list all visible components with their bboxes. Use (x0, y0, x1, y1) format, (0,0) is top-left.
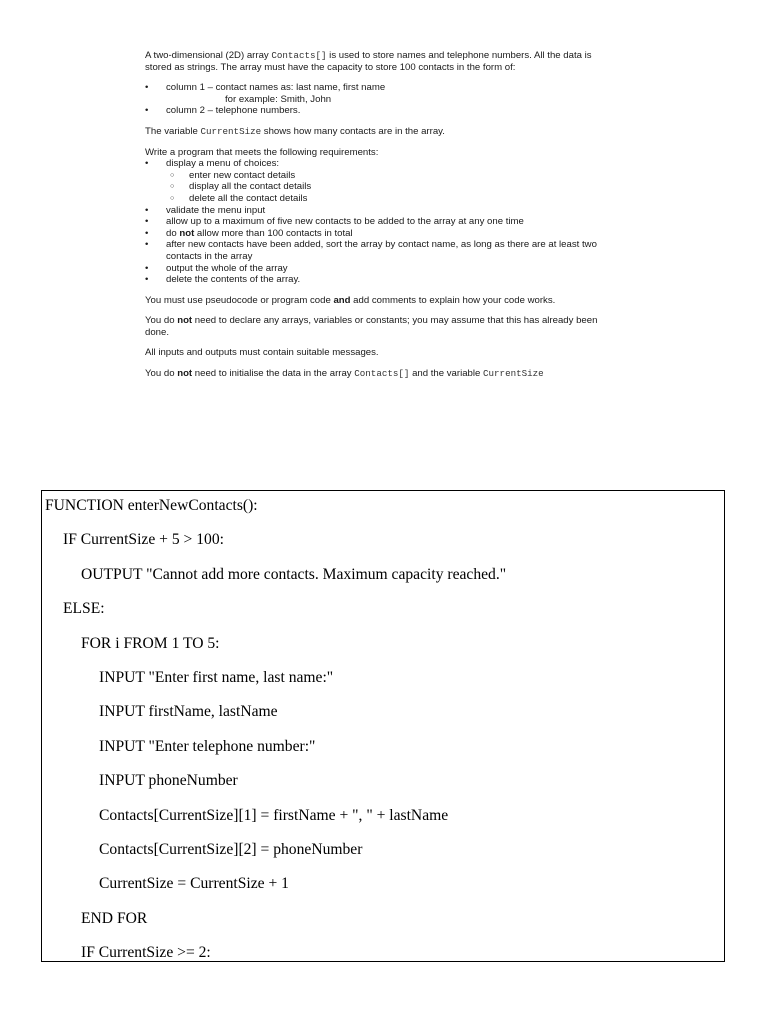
instruction-paragraph: You must use pseudocode or program code and add comments to explain how your code works. (145, 294, 556, 306)
variable-paragraph: The variable CurrentSize shows how many contacts are in the array. (145, 125, 445, 137)
requirements-list (145, 158, 615, 286)
instruction-paragraph: All inputs and outputs must contain suitable messages. (145, 347, 379, 359)
question-text (145, 50, 615, 389)
code-line: Contacts[CurrentSize][1] = firstName + ", " + lastName (99, 806, 449, 824)
list-item: ○ display all the contact details (166, 181, 615, 193)
instruction-paragraph: You do not need to initialise the data in the array Contacts[] and the variable CurrentSize (145, 368, 544, 380)
array-name: Contacts[] (271, 50, 327, 61)
requirements-intro: Write a program that meets the following requirements: (145, 146, 379, 158)
variable-name: CurrentSize (200, 125, 262, 137)
list-item: • after new contacts have been added, sort the array by contact name, as long as there are at least two contacts in the array (145, 239, 615, 262)
list-item: • column 2 – telephone numbers. (145, 105, 615, 117)
code-line: CurrentSize = CurrentSize + 1 (99, 875, 289, 893)
code-answer-box (41, 490, 725, 962)
list-item: ○ delete all the contact details (166, 193, 615, 205)
code-line: INPUT "Enter telephone number:" (99, 737, 316, 755)
code-line: IF CurrentSize + 5 > 100: (63, 531, 224, 549)
list-item: • column 1 – contact names as: last name, first name for example: Smith, John (145, 82, 615, 105)
code-line: INPUT "Enter first name, last name:" (99, 668, 334, 686)
instruction-paragraph: You do not need to declare any arrays, variables or constants; you may assume that this has already been done. (145, 315, 598, 338)
code-line: Contacts[CurrentSize][2] = phoneNumber (99, 840, 363, 858)
menu-choices-list (166, 170, 615, 205)
list-item: • display a menu of choices: ○ enter new contact details ○ display all the contact details ○ delete all the contact details (145, 158, 615, 204)
code-line: OUTPUT "Cannot add more contacts. Maximum capacity reached." (81, 565, 507, 583)
list-item: • delete the contents of the array. (145, 274, 615, 286)
code-line: IF CurrentSize >= 2: (81, 944, 211, 962)
code-line: FUNCTION enterNewContacts(): (45, 497, 258, 514)
columns-list (145, 82, 615, 117)
code-line: INPUT firstName, lastName (99, 703, 278, 721)
code-line: ELSE: (63, 600, 105, 618)
list-item: • allow up to a maximum of five new contacts to be added to the array at any one time (145, 216, 615, 228)
list-item: • output the whole of the array (145, 263, 615, 275)
array-name: Contacts[] (354, 368, 410, 380)
list-item: • do not allow more than 100 contacts in total (145, 228, 615, 240)
list-item: • validate the menu input (145, 205, 615, 217)
code-line: FOR i FROM 1 TO 5: (81, 634, 220, 652)
list-item: ○ enter new contact details (166, 170, 615, 182)
column-example: for example: Smith, John (225, 93, 332, 105)
variable-name: CurrentSize (483, 368, 544, 380)
code-line: END FOR (81, 909, 148, 927)
code-line: INPUT phoneNumber (99, 772, 238, 790)
intro-paragraph: A two-dimensional (2D) array Contacts[] is used to store names and telephone numbers. All the data is stored as strings. The array must have the capacity to store 100 contacts in the form of: (145, 50, 592, 73)
